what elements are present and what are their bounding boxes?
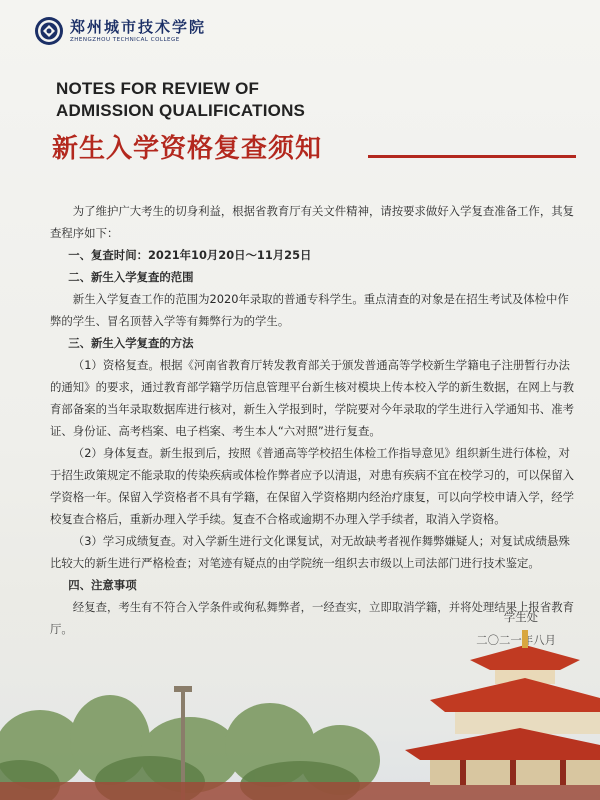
section-4-heading: 四、注意事项 [68, 578, 137, 592]
section-2-heading: 二、新生入学复查的范围 [68, 270, 194, 284]
title-en-line2: ADMISSION QUALIFICATIONS [56, 101, 306, 120]
title-underline [368, 155, 576, 158]
campus-scenery [0, 600, 600, 800]
title-cn: 新生入学资格复查须知 [52, 134, 323, 164]
section-2-paragraph: 新生入学复查工作的范围为2020年录取的普通专科学生。重点清查的对象是在招生考试及体检中作弊的学生、冒名顶替入学等有舞弊行为的学生。 [50, 292, 569, 328]
section-3-paragraph-2: （2）身体复查。新生报到后，按照《普通高等学校招生体检工作指导意见》组织新生进行体检，对于招生政策规定不能录取的传染疾病或体检作弊者应予以清退，对患有疾病不宜在校学习的，可以保留入学资格一年。保留入学资格者不具有学籍，在保留入学资格期内经治疗康复，可以向学校申请入学，经学校复查合格后，重新办理入学手续。复查不合格或逾期不办理入学手续者，取消入学资格。 [50, 446, 574, 526]
title-en [56, 78, 305, 122]
college-emblem-icon [34, 16, 64, 46]
section-3-paragraph-3: （3）学习成绩复查。对入学新生进行文化课复试，对无故缺考者视作舞弊嫌疑人；对复试成绩悬殊比较大的新生进行严格检查；对笔迹有疑点的由学院统一组织去市级以上司法部门进行技术鉴定。 [50, 534, 570, 570]
school-name-cn: 郑州城市技术学院 [70, 17, 207, 36]
college-logo [34, 14, 206, 48]
section-3-heading: 三、新生入学复查的方法 [68, 336, 194, 350]
section-3-paragraph-1: （1）资格复查。根据《河南省教育厅转发教育部关于颁发普通高等学校新生学籍电子注册暂行办法的通知》的要求，通过教育部学籍学历信息管理平台新生核对模块上传本校入学的新生数据，在网上与教育部备案的当年录取数据库进行核对，新生入学报到时，学院要对今年录取的学生进行入学通知书、准考证、身份证、高考档案、电子档案、考生本人“六对照”进行复查。 [50, 358, 574, 438]
intro-paragraph: 为了维护广大考生的切身利益，根据省教育厅有关文件精神，请按要求做好入学复查准备工作，其复查程序如下： [50, 204, 574, 240]
notice-body [50, 200, 578, 640]
title-en-line1: NOTES FOR REVIEW OF [56, 79, 260, 98]
section-1-heading: 一、复查时间：2021年10月20日～11月25日 [68, 248, 312, 262]
school-name-en: ZHENGZHOU TECHNICAL COLLEGE [70, 36, 180, 43]
